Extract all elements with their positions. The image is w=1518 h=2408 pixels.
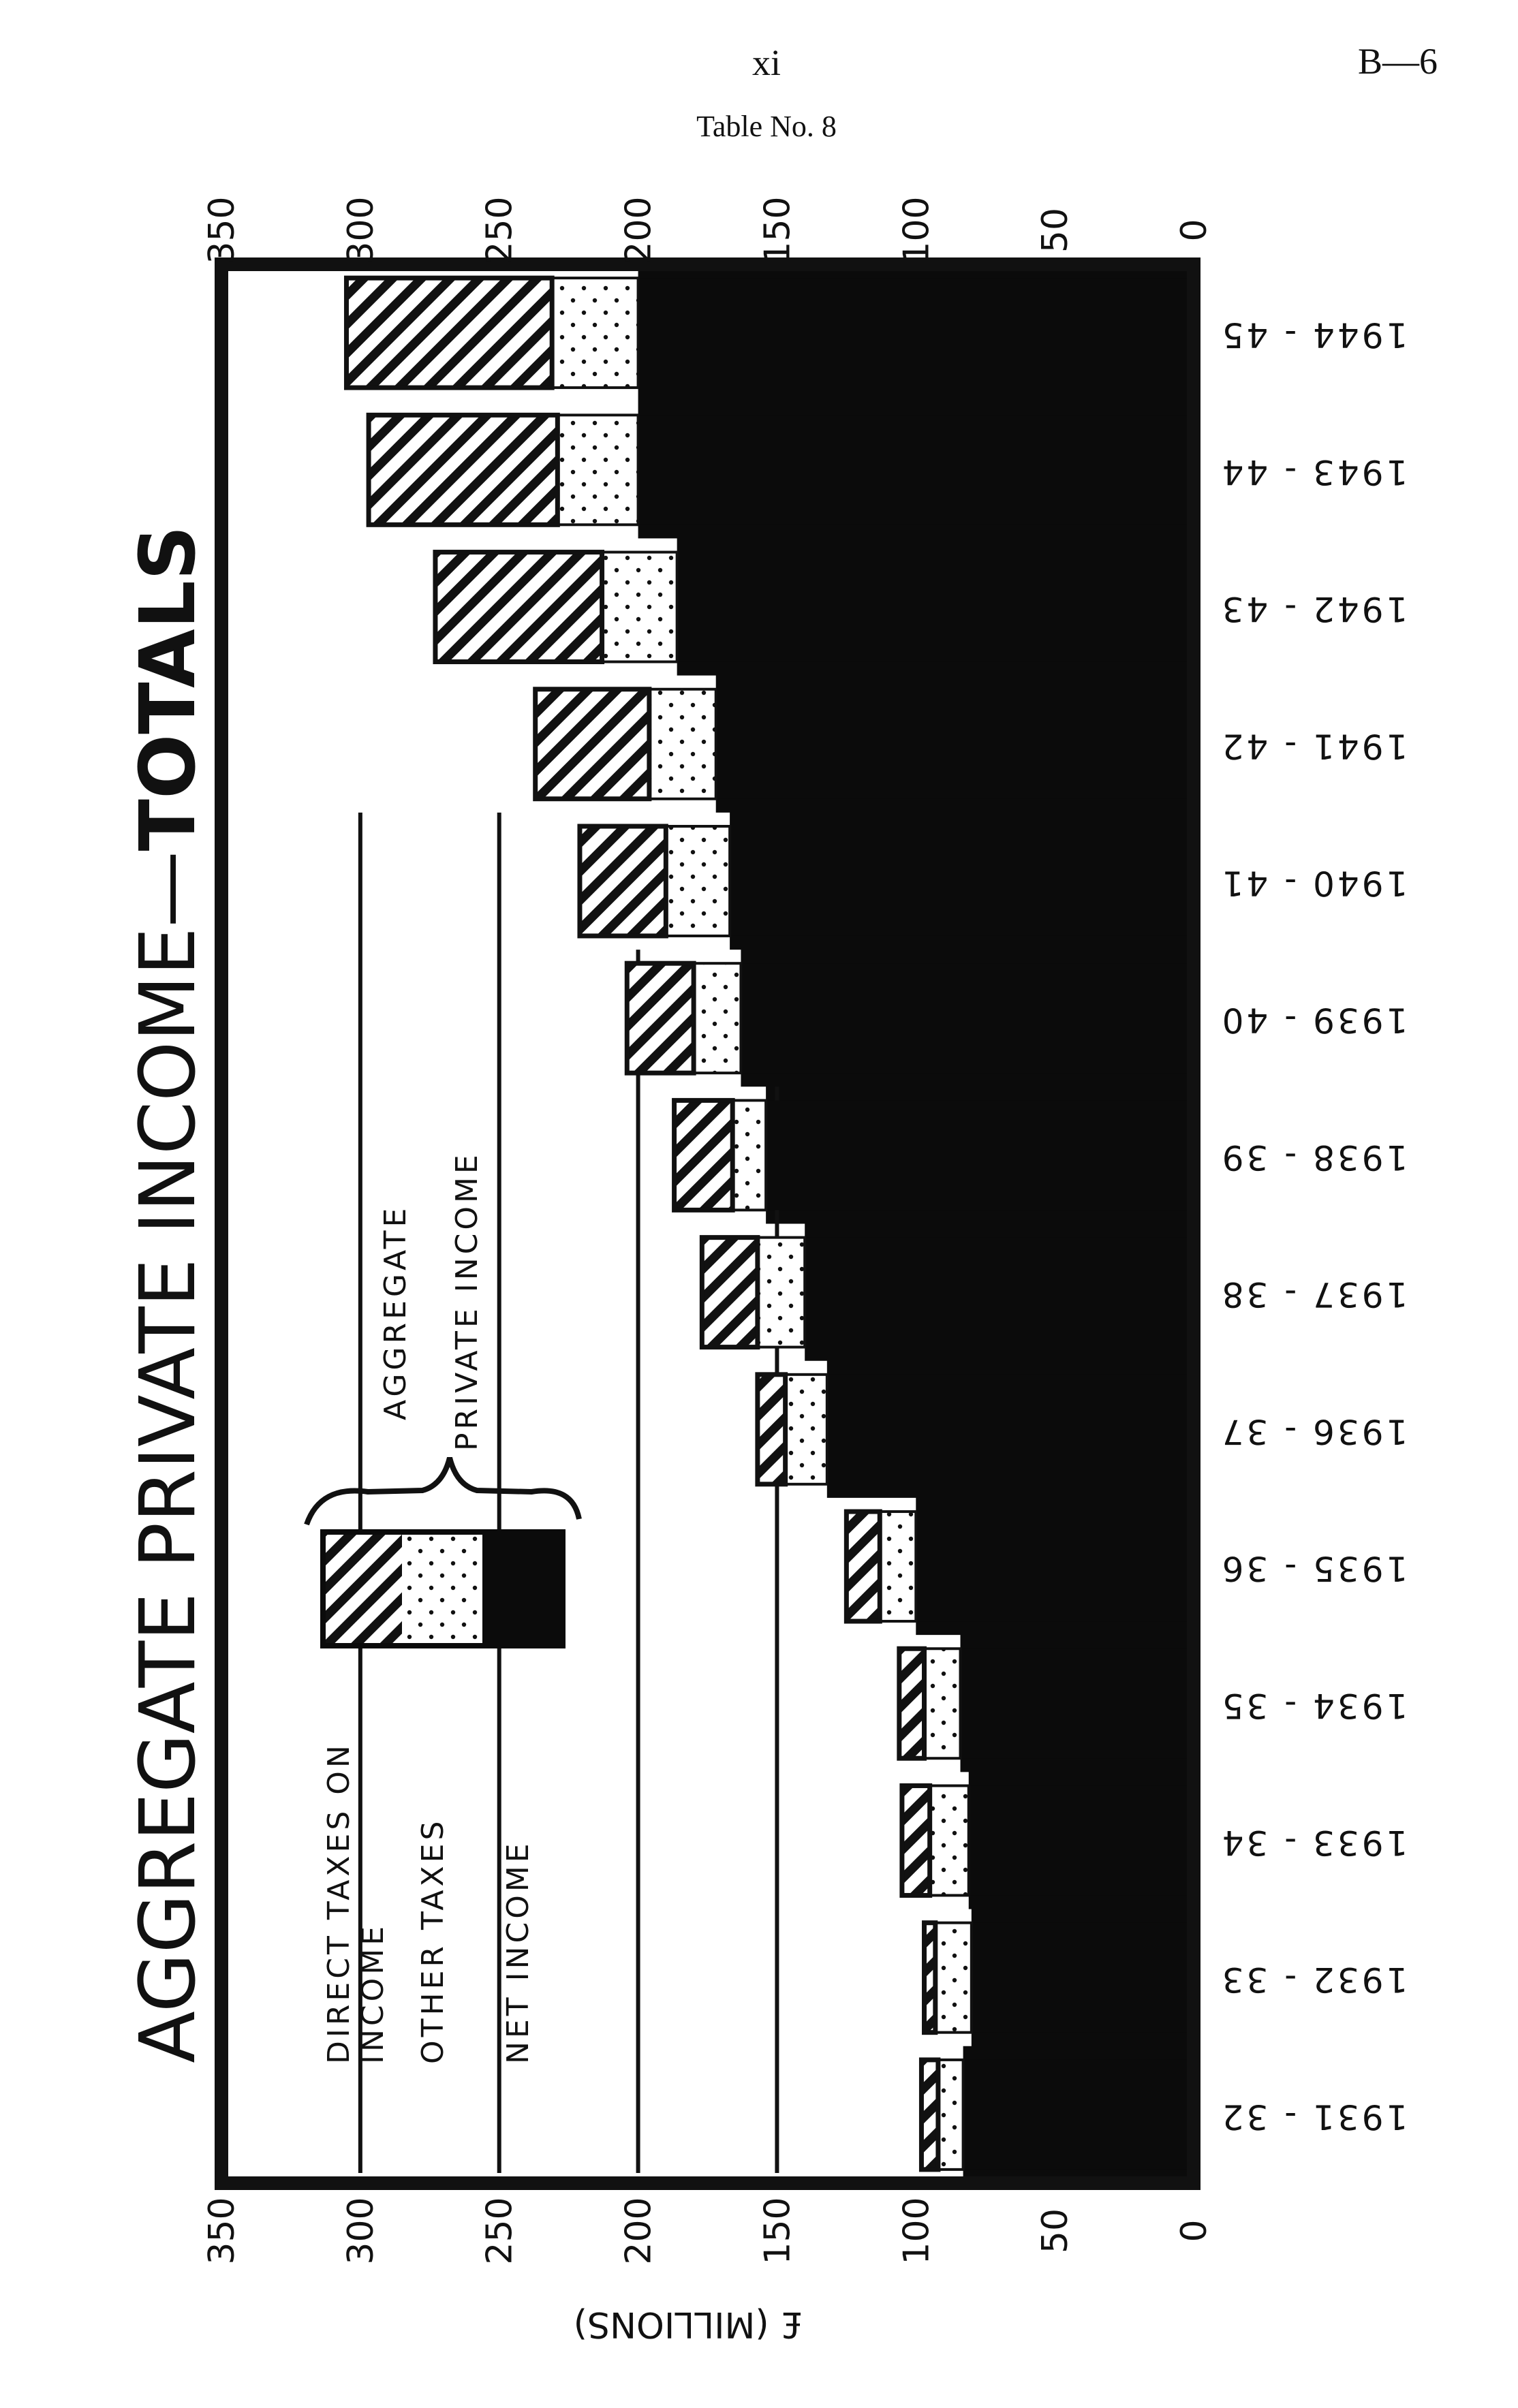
- bar-group-1942-43: [435, 552, 1194, 662]
- bar-other-taxes-1940-41: [666, 826, 730, 936]
- bar-net-income-1934-35: [961, 1648, 1194, 1758]
- category-label-1936-37: 1936 - 37: [1219, 1411, 1408, 1452]
- chart-title: [124, 525, 213, 2063]
- value-ticks-bottom: [202, 2197, 1215, 2264]
- bar-other-taxes-1934-35: [925, 1648, 961, 1758]
- page-code: B—6: [1357, 41, 1438, 82]
- bar-net-income-1938-39: [766, 1100, 1194, 1210]
- bar-net-income-1939-40: [741, 963, 1194, 1073]
- bar-group-1941-42: [536, 689, 1194, 799]
- bar-net-income-1936-37: [827, 1375, 1194, 1484]
- category-label-1944-45: 1944 - 45: [1219, 315, 1408, 355]
- category-label-1938-39: 1938 - 39: [1219, 1137, 1408, 1177]
- category-label-1935-36: 1935 - 36: [1219, 1548, 1408, 1589]
- table-label: Table No. 8: [696, 110, 837, 143]
- bar-net-income-1933-34: [969, 1785, 1194, 1895]
- legend-label-direct-taxes-2: INCOME: [356, 1922, 390, 2064]
- legend-label-other-taxes: OTHER TAXES: [416, 1817, 450, 2064]
- category-label-1942-43: 1942 - 43: [1219, 589, 1408, 629]
- bar-direct-taxes-1943-44: [369, 415, 557, 525]
- bar-other-taxes-1931-32: [938, 2060, 963, 2170]
- bar-direct-taxes-1941-42: [536, 689, 649, 799]
- bar-net-income-1932-33: [972, 1923, 1194, 2033]
- category-label-1932-33: 1932 - 33: [1219, 1960, 1408, 2000]
- bar-direct-taxes-1942-43: [435, 552, 602, 662]
- bar-group-1938-39: [675, 1100, 1194, 1210]
- bar-group-1937-38: [702, 1238, 1194, 1347]
- bar-group-1935-36: [846, 1512, 1194, 1621]
- bar-other-taxes-1937-38: [758, 1238, 805, 1347]
- bar-direct-taxes-1940-41: [580, 826, 666, 936]
- bar-other-taxes-1941-42: [649, 689, 716, 799]
- value-tick-bottom-250: 250: [479, 2197, 521, 2265]
- bar-group-1939-40: [627, 963, 1194, 1073]
- value-tick-top-100: 100: [896, 196, 938, 264]
- category-label-1943-44: 1943 - 44: [1219, 452, 1408, 492]
- category-labels: [1220, 315, 1408, 2137]
- category-label-1941-42: 1941 - 42: [1219, 726, 1408, 766]
- bar-other-taxes-1944-45: [552, 278, 638, 388]
- bar-direct-taxes-1936-37: [758, 1375, 786, 1484]
- bar-other-taxes-1938-39: [732, 1100, 766, 1210]
- bar-net-income-1944-45: [638, 278, 1194, 388]
- bar-group-1933-34: [902, 1785, 1194, 1895]
- legend-brace-label-2: PRIVATE INCOME: [450, 1151, 484, 1451]
- value-tick-top-150: 150: [757, 196, 799, 264]
- value-tick-top-300: 300: [340, 196, 382, 264]
- value-tick-bottom-300: 300: [340, 2197, 382, 2265]
- bar-direct-taxes-1932-33: [925, 1923, 935, 2033]
- category-label-1933-34: 1933 - 34: [1219, 1822, 1408, 1862]
- bar-direct-taxes-1939-40: [627, 963, 694, 1073]
- bar-group-1934-35: [899, 1648, 1194, 1758]
- bar-group-1931-32: [921, 2060, 1194, 2170]
- value-axis-label: £ (MILLIONS): [573, 2304, 803, 2345]
- value-tick-top-350: 350: [202, 196, 243, 264]
- bar-net-income-1943-44: [638, 415, 1194, 525]
- chart-title-emphasis: TOTALS: [124, 525, 213, 851]
- bar-group-1940-41: [580, 826, 1194, 936]
- value-tick-bottom-200: 200: [618, 2197, 660, 2265]
- bar-direct-taxes-1944-45: [346, 278, 552, 388]
- legend-label-direct-taxes-1: DIRECT TAXES ON: [322, 1742, 356, 2064]
- value-tick-top-50: 50: [1035, 207, 1076, 253]
- value-tick-bottom-350: 350: [202, 2197, 243, 2265]
- bar-other-taxes-1943-44: [557, 415, 638, 525]
- legend-swatch-other-taxes: [402, 1535, 482, 1643]
- bar-other-taxes-1933-34: [930, 1785, 969, 1895]
- bar-direct-taxes-1937-38: [702, 1238, 758, 1347]
- value-ticks-top: [202, 196, 1215, 264]
- value-tick-top-250: 250: [479, 196, 521, 264]
- legend-swatch-direct-taxes: [326, 1535, 402, 1643]
- value-tick-bottom-50: 50: [1035, 2208, 1076, 2254]
- category-label-1937-38: 1937 - 38: [1219, 1275, 1408, 1315]
- bar-net-income-1931-32: [963, 2060, 1194, 2170]
- value-tick-bottom-0: 0: [1174, 2219, 1215, 2242]
- value-tick-top-0: 0: [1174, 219, 1215, 242]
- bar-net-income-1937-38: [805, 1238, 1194, 1347]
- bar-other-taxes-1936-37: [786, 1375, 827, 1484]
- legend-label-net-income: NET INCOME: [501, 1840, 536, 2064]
- bar-net-income-1935-36: [916, 1512, 1194, 1621]
- bar-group-1944-45: [346, 278, 1194, 388]
- bar-other-taxes-1935-36: [880, 1512, 916, 1621]
- bar-other-taxes-1942-43: [602, 552, 677, 662]
- category-label-1939-40: 1939 - 40: [1219, 1000, 1408, 1040]
- bar-direct-taxes-1933-34: [902, 1785, 930, 1895]
- chart-title-main: AGGREGATE PRIVATE INCOME—: [124, 851, 213, 2063]
- category-label-1940-41: 1940 - 41: [1219, 863, 1408, 903]
- bar-direct-taxes-1931-32: [921, 2060, 938, 2170]
- bar-net-income-1942-43: [677, 552, 1194, 662]
- bar-group-1943-44: [369, 415, 1194, 525]
- bar-other-taxes-1932-33: [935, 1923, 972, 2033]
- bar-group-1936-37: [758, 1375, 1194, 1484]
- value-tick-bottom-100: 100: [896, 2197, 938, 2265]
- bar-direct-taxes-1935-36: [846, 1512, 880, 1621]
- bar-direct-taxes-1934-35: [899, 1648, 925, 1758]
- value-tick-bottom-150: 150: [757, 2197, 799, 2265]
- bar-other-taxes-1939-40: [694, 963, 741, 1073]
- bar-direct-taxes-1938-39: [675, 1100, 733, 1210]
- bar-net-income-1940-41: [730, 826, 1194, 936]
- plot-area: [221, 264, 1194, 2183]
- bar-group-1932-33: [925, 1923, 1194, 2033]
- legend-brace-label-1: AGGREGATE: [378, 1204, 413, 1420]
- value-tick-top-200: 200: [618, 196, 660, 264]
- category-label-1931-32: 1931 - 32: [1219, 2097, 1408, 2137]
- page-number: xi: [752, 42, 781, 83]
- category-label-1934-35: 1934 - 35: [1219, 1685, 1408, 1725]
- bar-net-income-1941-42: [716, 689, 1194, 799]
